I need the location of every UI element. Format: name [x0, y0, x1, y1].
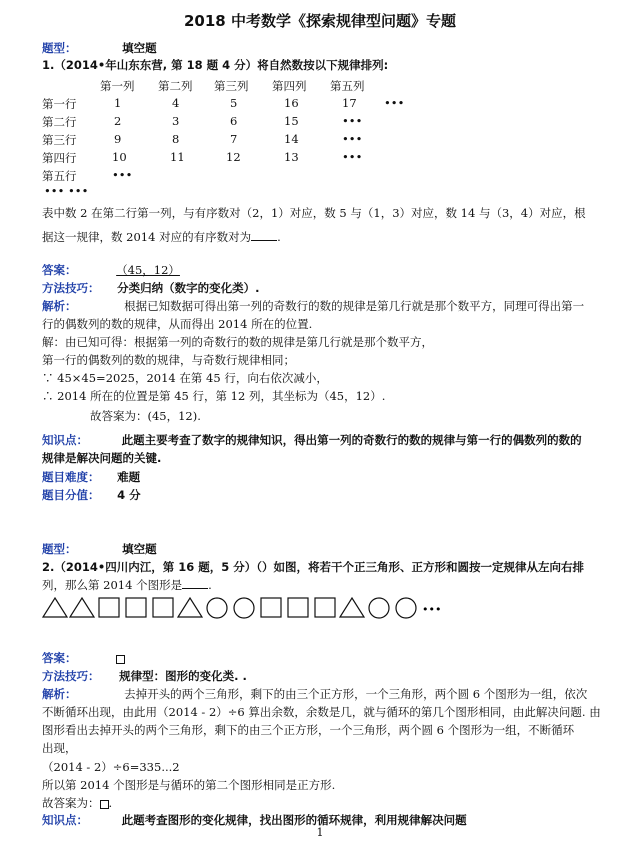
triangle-shape: [178, 598, 202, 617]
col-header: 第四列: [272, 79, 307, 93]
col-header: 第三列: [214, 79, 249, 93]
q2-header-2: 列，那么第 2014 个图形是 .: [42, 578, 212, 592]
table-cell: 2: [114, 114, 122, 128]
square-shape: [288, 598, 308, 617]
analysis-text: 根据已知数据可得出第一列的奇数行的数的规律是第几行就是那个数平方，同理可得出第一: [124, 299, 585, 313]
q1-desc-1: 表中数 2 在第二行第一列，与有序数对（2，1）对应，数 5 与（1，3）对应，数 14 与（3，4）对应，根: [42, 206, 586, 220]
circle-shape: [396, 598, 416, 618]
q2-type-line: [42, 541, 157, 557]
square-shape: [126, 598, 146, 617]
square-shape: [99, 598, 119, 617]
ellipsis: •••: [112, 168, 133, 182]
ellipsis: ••• •••: [44, 184, 89, 198]
q2-type-value: 填空题: [122, 542, 157, 556]
table-cell: 8: [172, 132, 180, 146]
q2-method-line: [42, 668, 247, 684]
table-cell: 15: [284, 114, 299, 128]
difficulty-label: 题目难度：: [42, 470, 100, 484]
table-cell: 12: [226, 150, 241, 164]
solution-text: 第一行的偶数列的数的规律，与奇数行规律相同；: [42, 353, 295, 367]
q1-type-line: [42, 40, 157, 56]
square-icon: [116, 655, 125, 664]
table-cell: 5: [230, 96, 238, 110]
answer-label: 答案：: [42, 651, 77, 665]
table-cell: 11: [170, 150, 185, 164]
col-header: 第一列: [100, 79, 135, 93]
row-label: 第二行: [42, 115, 77, 129]
analysis-label: 解析：: [42, 299, 77, 313]
circle-shape: [234, 598, 254, 618]
method-label: 方法技巧：: [42, 281, 100, 295]
table-cell: 6: [230, 114, 238, 128]
table-cell: 4: [172, 96, 180, 110]
triangle-shape: [340, 598, 364, 617]
q1-header: 1.（2014•年山东东营, 第 18 题 4 分）将自然数按以下规律排列:: [42, 58, 389, 72]
analysis-text: 去掉开头的两个三角形，剩下的由三个正方形，一个三角形，两个圆 6 个图形为一组，依次: [124, 687, 588, 701]
score-value: 4 分: [117, 488, 141, 502]
q1-difficulty-line: [42, 469, 140, 485]
solution-text: 故答案为：(45，12).: [90, 409, 201, 423]
knowledge-text: 规律是解决问题的关键.: [42, 451, 162, 465]
q2-analysis-line: [42, 686, 587, 702]
q1-score-line: [42, 487, 141, 503]
q1-knowledge-line: [42, 432, 582, 448]
solution-text: ∴ 2014 所在的位置是第 45 行，第 12 列，其坐标为（45，12）.: [42, 389, 386, 403]
analysis-text: 行的偶数列的数的规律，从而得出 2014 所在的位置.: [42, 317, 313, 331]
ellipsis: •••: [342, 132, 363, 146]
q1-analysis-line: [42, 298, 584, 314]
square-shape: [261, 598, 281, 617]
ellipsis: •••: [342, 150, 363, 164]
analysis-label: 解析：: [42, 687, 77, 701]
row-label: 第一行: [42, 97, 77, 111]
analysis-text: 所以第 2014 个图形是与循环的第二个图形相同是正方形.: [42, 778, 336, 792]
table-cell: 16: [284, 96, 299, 110]
method-value: 规律型：图形的变化类. .: [119, 669, 247, 683]
answer-label: 答案：: [42, 263, 77, 277]
knowledge-label: 知识点：: [42, 433, 88, 447]
row-label: 第三行: [42, 133, 77, 147]
col-header: 第五列: [330, 79, 365, 93]
q1-type-label: 题型：: [42, 41, 77, 55]
circle-shape: [369, 598, 389, 618]
difficulty-value: 难题: [117, 470, 141, 484]
page-number: 1: [316, 826, 324, 839]
triangle-shape: [70, 598, 94, 617]
square-icon: [100, 800, 109, 809]
row-label: 第五行: [42, 169, 77, 183]
row-label: 第四行: [42, 151, 77, 165]
q1-answer-line: [42, 262, 180, 278]
circle-shape: [207, 598, 227, 618]
q2-header: 2.（2014•四川内江，第 16 题，5 分）（）如图，将若干个正三角形、正方形和圆按一定规律从左向右排: [42, 560, 584, 574]
table-cell: 10: [112, 150, 127, 164]
table-cell: 9: [114, 132, 122, 146]
table-cell: 13: [284, 150, 299, 164]
solution-text: 解：由已知可得：根据第一列的奇数行的数的规律是第几行就是那个数平方，: [42, 335, 433, 349]
solution-text: ∵ 45×45=2025，2014 在第 45 行，向右依次减小，: [42, 371, 328, 385]
analysis-text: （2014 - 2）÷6=335...2: [42, 760, 180, 774]
knowledge-text: 此题主要考查了数字的规律知识，得出第一列的奇数行的数的规律与第一行的偶数列的数的: [121, 433, 582, 447]
ellipsis: •••: [422, 603, 442, 616]
analysis-text: 不断循环出现，由此用（2014 - 2）÷6 算出余数，余数是几，就与循环的第几个图形相同，由此解决问题. 由: [42, 705, 601, 719]
table-cell: 3: [172, 114, 180, 128]
analysis-text: 出现，: [42, 741, 77, 755]
square-shape: [153, 598, 173, 617]
table-cell: 1: [114, 96, 122, 110]
square-shape: [315, 598, 335, 617]
ellipsis: •••: [384, 96, 405, 110]
q1-method-line: [42, 280, 260, 296]
answer-blank: [182, 577, 208, 589]
score-label: 题目分值：: [42, 488, 100, 502]
table-cell: 7: [230, 132, 238, 146]
analysis-text: 图形看出去掉开头的两个三角形，剩下的由三个正方形，一个三角形，两个圆 6 个图形为一组，不断循环: [42, 723, 575, 737]
q1-type-value: 填空题: [122, 41, 157, 55]
method-value: 分类归纳（数字的变化类）.: [117, 281, 260, 295]
triangle-shape: [43, 598, 67, 617]
table-cell: 14: [284, 132, 299, 146]
table-cell: 17: [342, 96, 357, 110]
answer-blank: [251, 229, 277, 241]
knowledge-text: 此题考查图形的变化规律，找出图形的循环规律，利用规律解决问题: [121, 813, 467, 827]
knowledge-label: 知识点：: [42, 813, 88, 827]
method-label: 方法技巧：: [42, 669, 100, 683]
col-header: 第二列: [158, 79, 193, 93]
shape-sequence: [42, 596, 502, 620]
q2-type-label: 题型：: [42, 542, 77, 556]
q2-answer-line: [42, 650, 125, 666]
answer-value: （45，12）: [116, 263, 180, 277]
ellipsis: •••: [342, 114, 363, 128]
analysis-conclusion: 故答案为： .: [42, 796, 113, 810]
q1-desc-2: 据这一规律，数 2014 对应的有序数对为 .: [42, 230, 281, 244]
document-title: 2018 中考数学《探索规律型问题》专题: [184, 12, 456, 30]
